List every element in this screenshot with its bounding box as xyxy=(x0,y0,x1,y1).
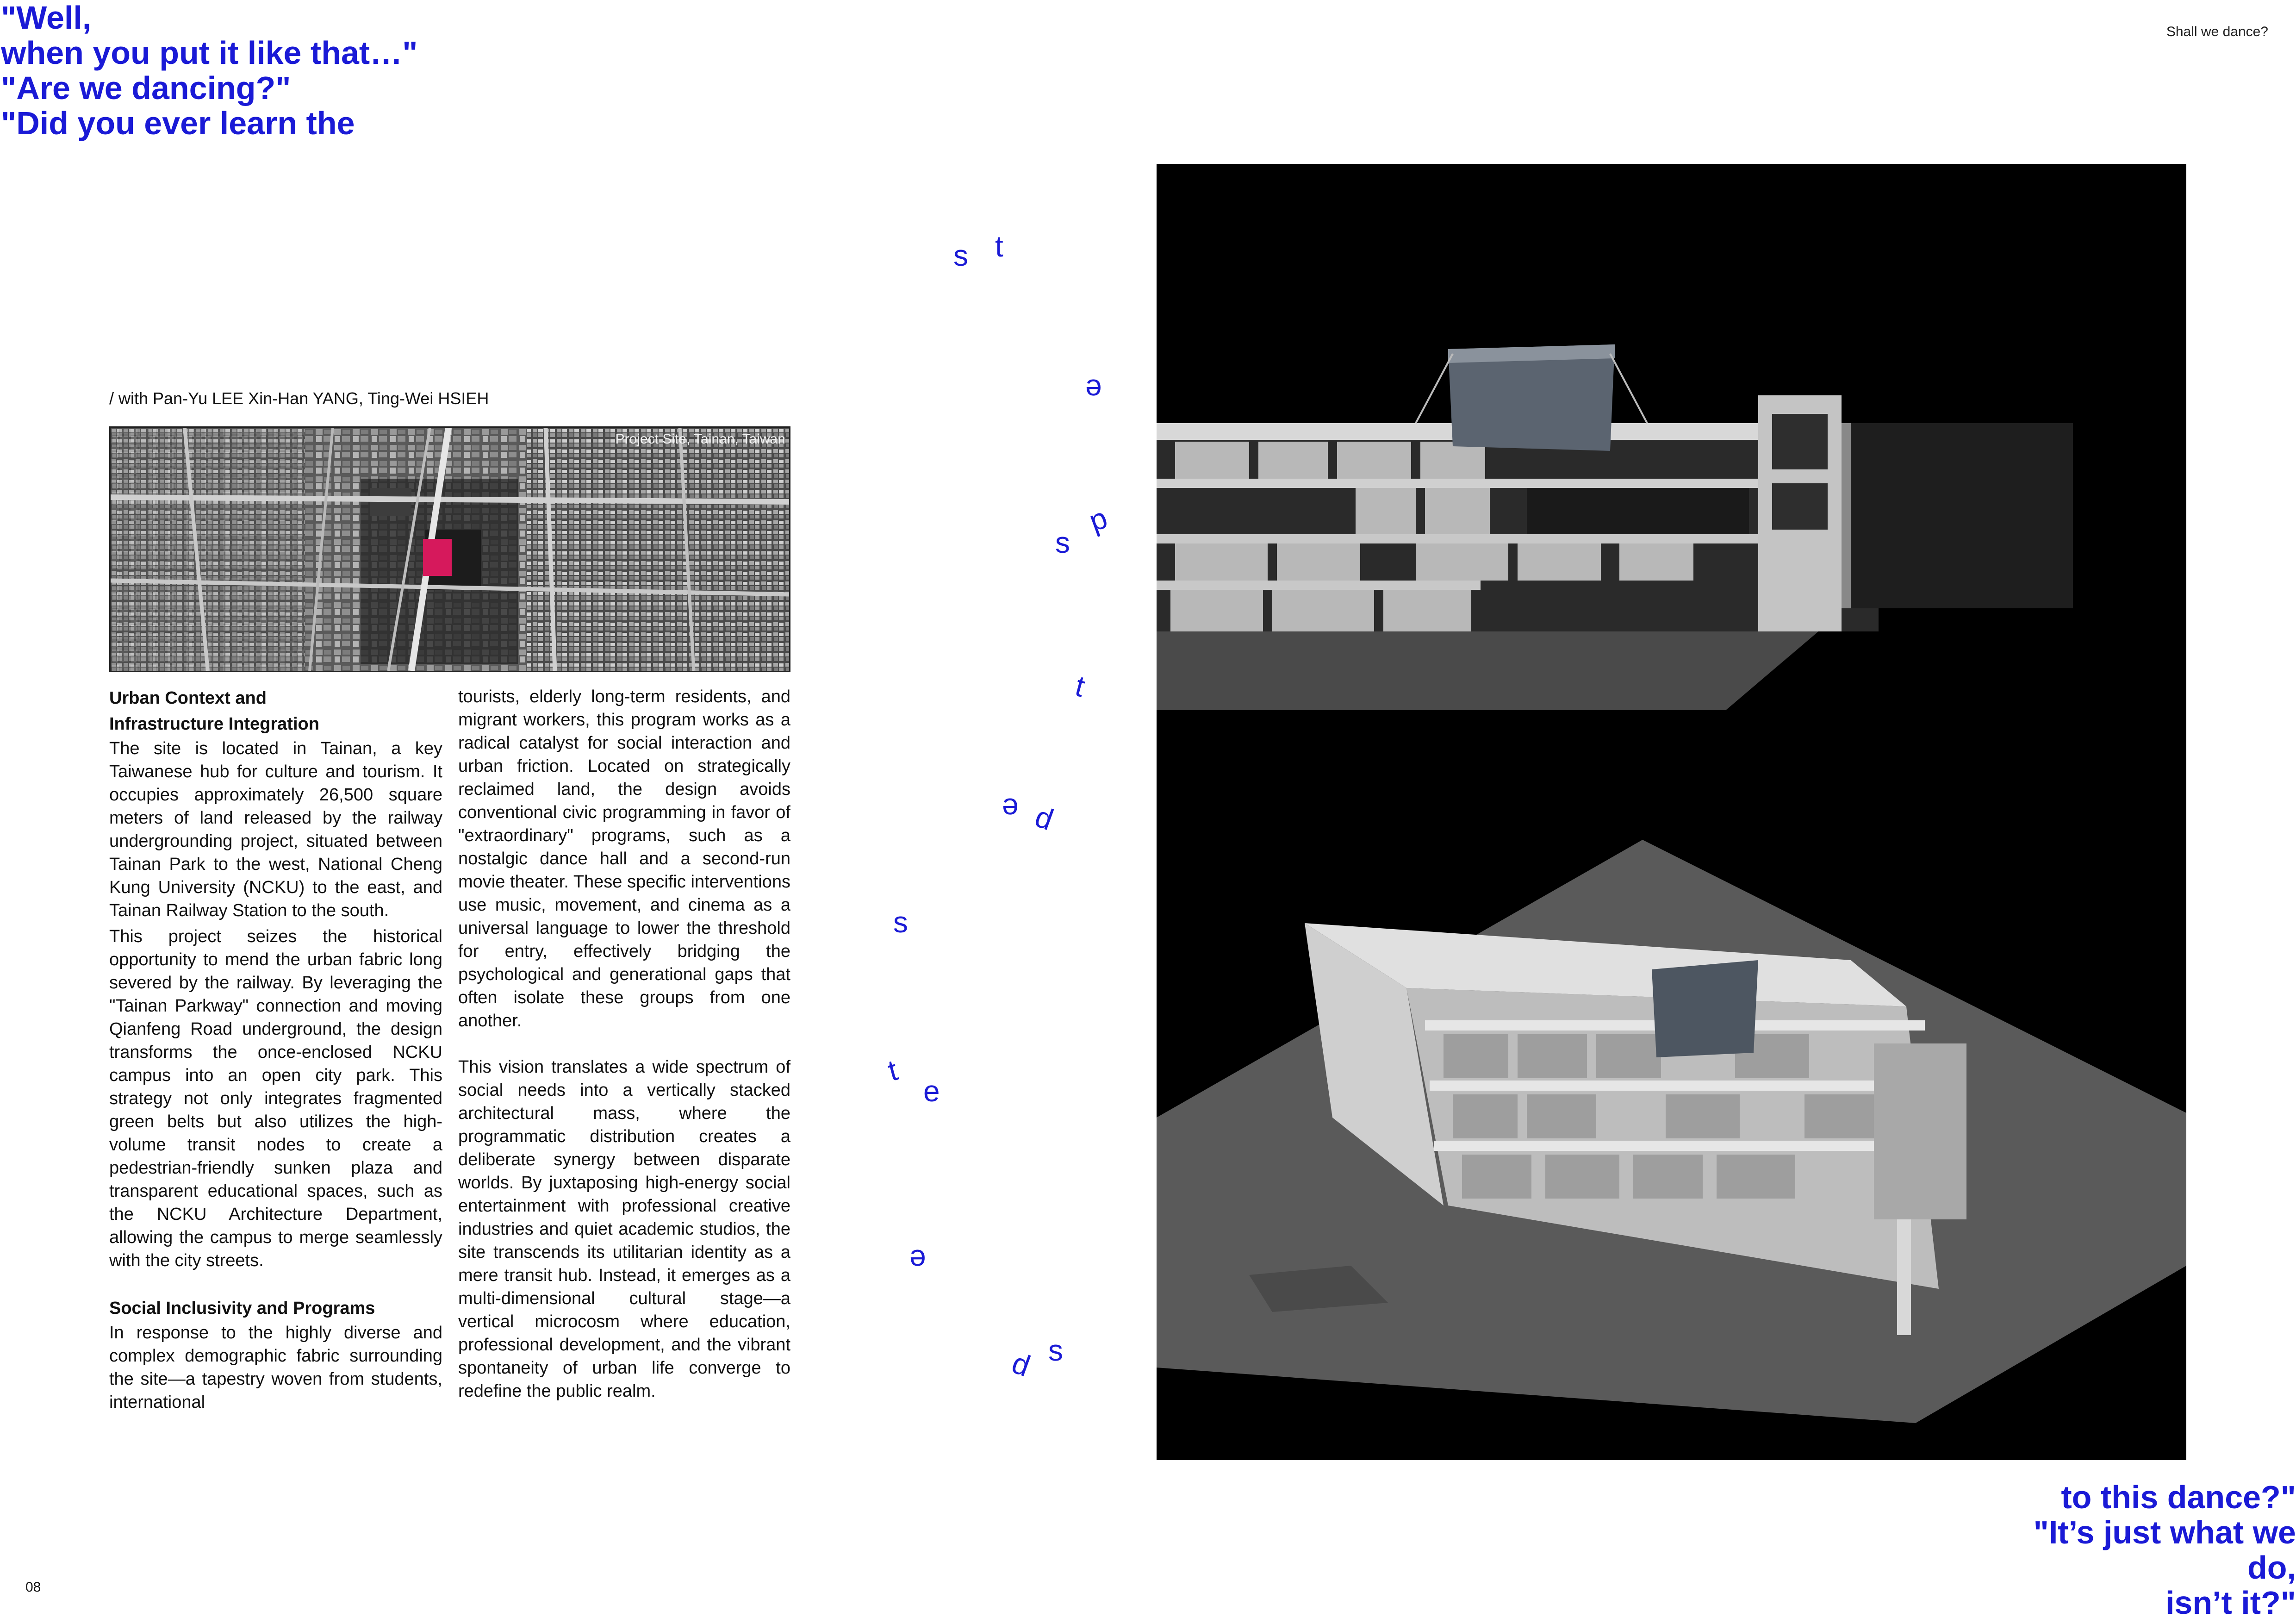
scatter-letter: e xyxy=(923,1074,940,1108)
scatter-letter: p xyxy=(1084,501,1112,538)
quote-line: "Well, xyxy=(1,0,92,36)
text-column-right xyxy=(458,685,790,1403)
scatter-letter: s xyxy=(893,906,908,939)
scatter-letter: t xyxy=(884,1053,901,1088)
credits-line: / with Pan-Yu LEE Xin-Han YANG, Ting-Wei HSIEH xyxy=(109,389,489,408)
scatter-letter: t xyxy=(1071,668,1089,704)
paragraph: In response to the highly diverse and complex demographic fabric surrounding the site—a tapestry woven from students, international xyxy=(109,1323,442,1412)
page-number: 08 xyxy=(25,1580,41,1595)
scatter-letter: t xyxy=(995,230,1003,263)
quote-line: when you put it like that…" xyxy=(1,35,418,71)
quote-line: "Are we dancing?" xyxy=(1,70,291,106)
scatter-letter: s xyxy=(953,239,968,272)
paragraph: The site is located in Tainan, a key Taiwanese hub for culture and tourism. It occupies approximately 26,500 square meters of land released by the railway undergrounding project, situated between Tainan Park to the west, National Cheng Kung University (NCKU) to the east, and Tainan Railway Station to the south. xyxy=(109,739,442,920)
section-heading xyxy=(109,685,442,737)
quote-line: "Did you ever learn the xyxy=(1,105,355,141)
heading-line: Infrastructure Integration xyxy=(109,714,319,734)
running-head: Shall we dance? xyxy=(2166,24,2268,39)
heading-line: Urban Context and xyxy=(109,688,267,708)
closing-quote xyxy=(2034,1480,2296,1620)
building-model-graphic xyxy=(1157,164,2186,1460)
scatter-letter: p xyxy=(1029,804,1056,841)
scatter-letter: s xyxy=(1055,526,1070,559)
paragraph: This project seizes the historical opportunity to mend the urban fabric long severed by the railway. By leveraging the "Tainan Parkway" connection and moving Qianfeng Road underground, the design transforms the once-enclosed NCKU campus into an open city park. This strategy not only integrates fragmented green belts but also utilizes the high-volume transit nodes to create a pedestrian-friendly sunken plaza and transparent educational spaces, such as the NCKU Architecture Department, allowing the campus to merge seamlessly with the city streets. xyxy=(109,927,442,1270)
scatter-letter: e xyxy=(1085,373,1102,406)
scatter-letter: s xyxy=(1048,1334,1063,1367)
scatter-letter: e xyxy=(1002,792,1019,825)
map-caption: Project Site, Tainan, Taiwan xyxy=(615,431,785,447)
text-column-left xyxy=(109,685,442,1414)
quote-line: "It’s just what we xyxy=(2033,1514,2296,1550)
section-heading: Social Inclusivity and Programs xyxy=(109,1299,375,1318)
site-map-image xyxy=(109,426,790,672)
quote-line: to this dance?" xyxy=(2061,1479,2296,1515)
opening-quote xyxy=(1,0,417,141)
scatter-letter: p xyxy=(1006,1350,1033,1387)
paragraph: tourists, elderly long-term residents, and migrant workers, this program works as a radical catalyst for social interaction and urban friction. Located on strategically reclaimed land, the design avoids conventional civic programming in favor of "extraordinary" programs, such as a nostalgic dance hall and a second-run movie theater. These specific interventions use music, movement, and cinema as a universal language to lower the threshold for entry, effectively bridging the psychological and generational gaps that often isolate these groups from one another. xyxy=(458,687,790,1031)
quote-line: do, xyxy=(2247,1549,2296,1586)
project-site-marker xyxy=(423,539,452,576)
paragraph: This vision translates a wide spectrum of social needs into a vertically stacked architectural mass, where the programmatic distribution creates a deliberate synergy between disparate worlds. By juxtaposing high-energy social entertainment with professional creative industries and quiet academic studios, the site transcends its utilitarian identity as a mere transit hub. Instead, it emerges as a multi-dimensional cultural stage—a vertical microcosm where education, professional development, and the vibrant spontaneity of urban life converge to redefine the public realm. xyxy=(458,1057,790,1401)
quote-line: isn’t it?" xyxy=(2165,1585,2296,1621)
model-photograph xyxy=(1157,164,2186,1460)
scatter-letter: e xyxy=(909,1243,926,1277)
aerial-map-graphic xyxy=(111,428,789,671)
